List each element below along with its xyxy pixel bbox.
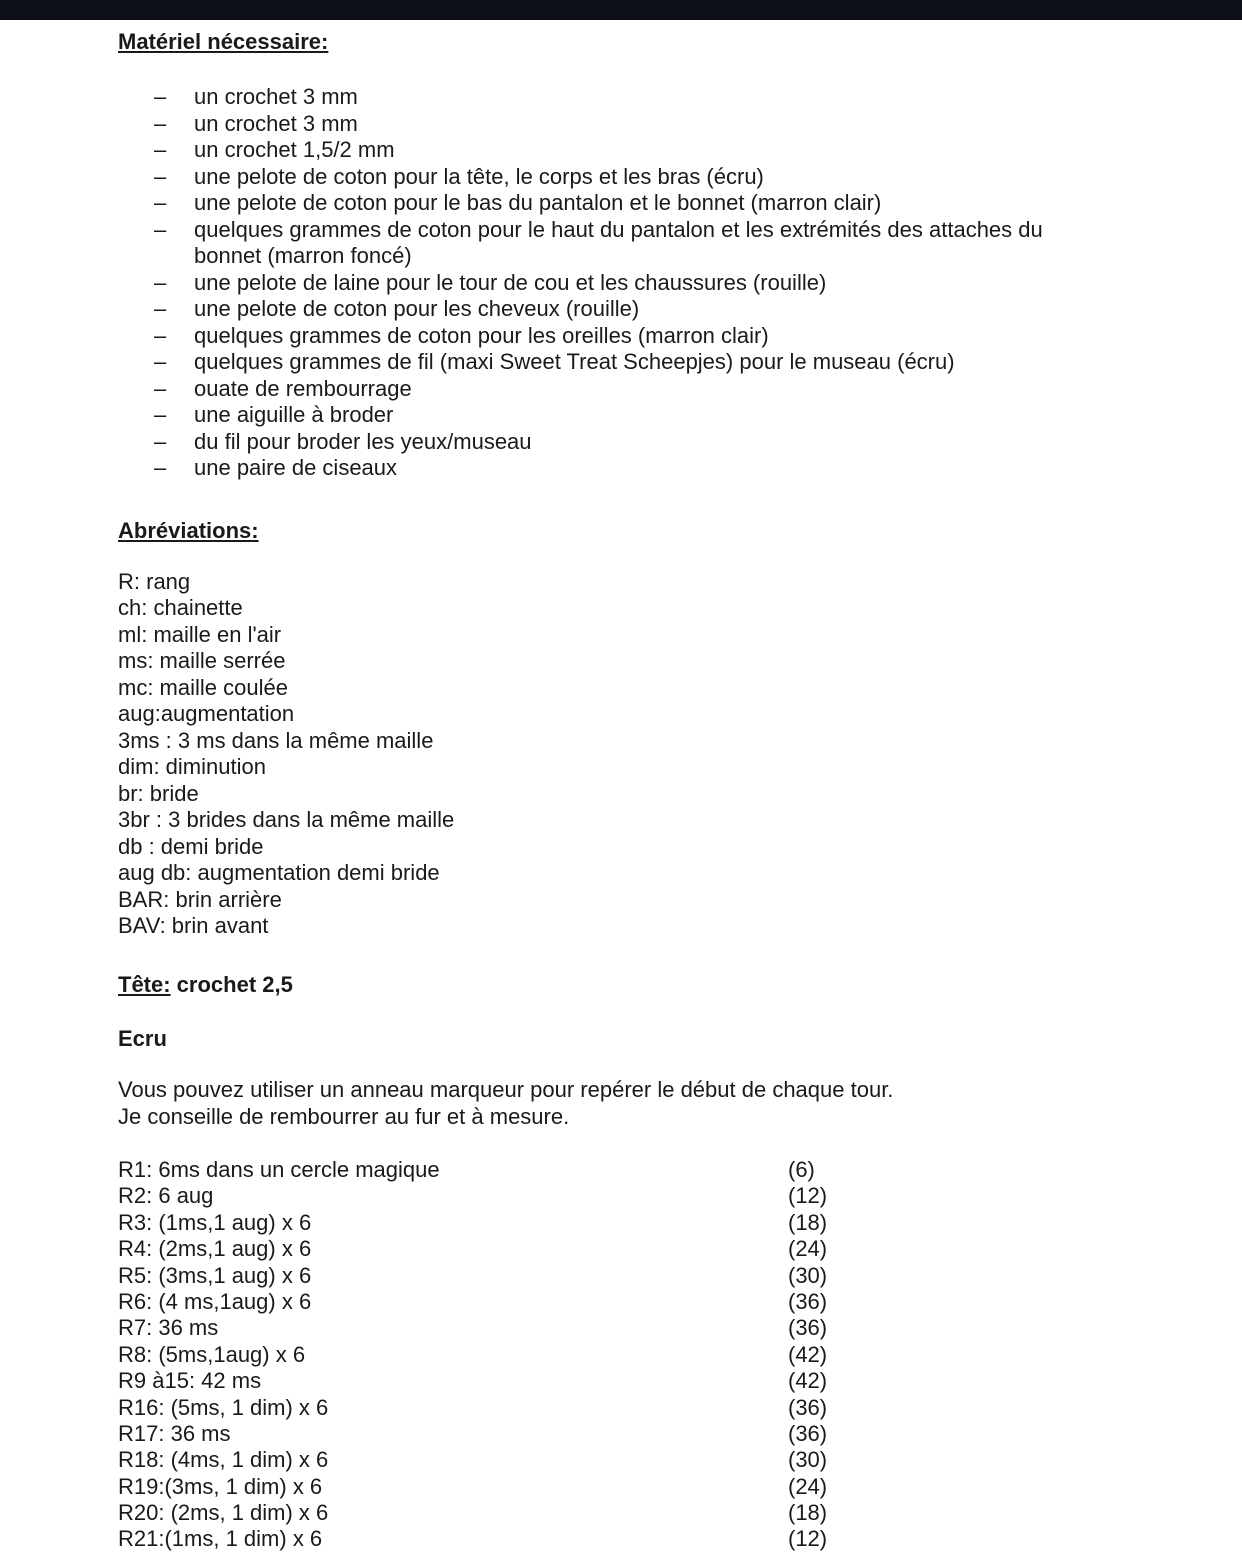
- materials-heading: [118, 28, 1218, 56]
- pattern-row: [118, 1210, 1218, 1236]
- row-instruction: R7: 36 ms: [118, 1315, 219, 1341]
- row-stitch-count: (30): [788, 1447, 828, 1473]
- row-stitch-count: (42): [788, 1341, 828, 1367]
- bullet-dash: –: [154, 163, 167, 189]
- material-text: une pelote de coton pour le bas du pantalon et le bonnet (marron clair): [194, 190, 882, 215]
- row-instruction: R9 à15: 42 ms: [118, 1368, 262, 1394]
- pattern-row: [118, 1263, 1218, 1289]
- abbreviation-item: R: rang: [118, 568, 191, 594]
- row-stitch-count: (12): [788, 1526, 828, 1552]
- abbreviation-item: BAR: brin arrière: [118, 886, 282, 912]
- material-item: [118, 190, 1114, 217]
- abbreviation-item: 3ms : 3 ms dans la même maille: [118, 727, 434, 753]
- document-page: [118, 28, 1218, 1553]
- top-bar: [0, 0, 1242, 20]
- pattern-row: [118, 1183, 1218, 1209]
- pattern-row: [118, 1526, 1218, 1552]
- head-heading-rest: crochet 2,5: [170, 971, 293, 997]
- row-stitch-count: (12): [788, 1183, 828, 1209]
- bullet-dash: –: [154, 190, 167, 215]
- bullet-dash: –: [154, 296, 167, 321]
- bullet-dash: –: [154, 269, 167, 295]
- material-item: [118, 323, 1114, 350]
- abbreviation-item: db : demi bride: [118, 833, 264, 859]
- materials-heading-text: Matériel nécessaire:: [118, 29, 329, 54]
- material-text: un crochet 1,5/2 mm: [194, 137, 395, 162]
- row-instruction: R21:(1ms, 1 dim) x 6: [118, 1526, 323, 1552]
- head-section: [118, 971, 1218, 1553]
- abbreviation-item: aug db: augmentation demi bride: [118, 860, 440, 885]
- material-item: [118, 296, 1114, 323]
- material-text: du fil pour broder les yeux/museau: [194, 428, 532, 454]
- row-stitch-count: (24): [788, 1473, 828, 1499]
- pattern-row: [118, 1289, 1218, 1315]
- material-item: [118, 376, 1114, 403]
- row-stitch-count: (36): [788, 1288, 828, 1314]
- abbreviation-item: ch: chainette: [118, 595, 243, 620]
- row-stitch-count: (36): [788, 1394, 828, 1420]
- material-text: une pelote de coton pour la tête, le corps et les bras (écru): [194, 163, 764, 189]
- bullet-dash: –: [154, 110, 167, 136]
- row-stitch-count: (36): [788, 1420, 828, 1446]
- material-text: une aiguille à broder: [194, 402, 394, 427]
- row-stitch-count: (18): [788, 1209, 828, 1235]
- row-instruction: R4: (2ms,1 aug) x 6: [118, 1236, 312, 1262]
- bullet-dash: –: [154, 455, 167, 480]
- bullet-dash: –: [154, 428, 167, 454]
- row-instruction: R1: 6ms dans un cercle magique: [118, 1157, 440, 1182]
- pattern-row: [118, 1500, 1218, 1526]
- bullet-dash: –: [154, 137, 167, 162]
- head-note: [118, 1077, 1218, 1130]
- bullet-dash: –: [154, 349, 167, 374]
- head-heading-label: Tête:: [118, 971, 171, 997]
- abbreviation-item: BAV: brin avant: [118, 913, 269, 938]
- material-item: [118, 349, 1114, 376]
- row-stitch-count: (30): [788, 1262, 828, 1288]
- material-item: [118, 217, 1114, 270]
- row-instruction: R8: (5ms,1aug) x 6: [118, 1341, 306, 1367]
- abbreviation-item: mc: maille coulée: [118, 674, 288, 700]
- material-item: [118, 137, 1114, 164]
- head-note-line: Je conseille de rembourrer au fur et à mesure.: [118, 1103, 570, 1129]
- bullet-dash: –: [154, 375, 167, 401]
- bullet-dash: –: [154, 84, 167, 109]
- pattern-row: [118, 1368, 1218, 1394]
- material-text: une pelote de coton pour les cheveux (rouille): [194, 296, 640, 321]
- material-item: [118, 111, 1114, 138]
- head-heading: [118, 971, 1218, 999]
- pattern-row: [118, 1421, 1218, 1447]
- abbreviation-item: aug:augmentation: [118, 701, 295, 726]
- row-instruction: R3: (1ms,1 aug) x 6: [118, 1209, 312, 1235]
- pattern-row: [118, 1395, 1218, 1421]
- head-note-line: Vous pouvez utiliser un anneau marqueur pour repérer le début de chaque tour.: [118, 1077, 894, 1102]
- row-instruction: R19:(3ms, 1 dim) x 6: [118, 1473, 323, 1499]
- row-stitch-count: (42): [788, 1368, 828, 1394]
- pattern-row: [118, 1447, 1218, 1473]
- material-item: [118, 164, 1114, 191]
- row-stitch-count: (6): [788, 1157, 815, 1182]
- pattern-row: [118, 1342, 1218, 1368]
- pattern-row: [118, 1236, 1218, 1262]
- row-stitch-count: (24): [788, 1236, 828, 1262]
- material-item: [118, 402, 1114, 429]
- row-instruction: R6: (4 ms,1aug) x 6: [118, 1288, 312, 1314]
- abbreviations-section: [118, 517, 1218, 940]
- material-text: quelques grammes de coton pour les oreilles (marron clair): [194, 322, 769, 348]
- head-color: Ecru: [118, 1025, 167, 1051]
- material-item: [118, 84, 1114, 111]
- abbreviation-item: ml: maille en l'air: [118, 621, 282, 647]
- row-instruction: R16: (5ms, 1 dim) x 6: [118, 1394, 329, 1420]
- abbreviation-item: dim: diminution: [118, 754, 266, 779]
- abbreviation-item: br: bride: [118, 780, 199, 806]
- abbreviations-list: [118, 569, 1218, 940]
- material-text: quelques grammes de coton pour le haut du pantalon et les extrémités des attaches du bonnet (marron foncé): [194, 216, 1043, 268]
- pattern-row: [118, 1315, 1218, 1341]
- row-stitch-count: (36): [788, 1315, 828, 1341]
- material-text: quelques grammes de fil (maxi Sweet Treat Scheepjes) pour le museau (écru): [194, 349, 955, 374]
- bullet-dash: –: [154, 402, 167, 427]
- bullet-dash: –: [154, 322, 167, 348]
- abbreviation-item: 3br : 3 brides dans la même maille: [118, 807, 455, 832]
- abbreviation-item: ms: maille serrée: [118, 648, 286, 673]
- abbreviations-heading-text: Abréviations:: [118, 517, 259, 543]
- material-item: [118, 429, 1114, 456]
- material-item: [118, 270, 1114, 297]
- row-instruction: R17: 36 ms: [118, 1420, 231, 1446]
- row-instruction: R2: 6 aug: [118, 1183, 214, 1209]
- material-text: une paire de ciseaux: [194, 455, 398, 480]
- material-text: un crochet 3 mm: [194, 110, 358, 136]
- row-stitch-count: (18): [788, 1500, 828, 1526]
- head-rows: [118, 1157, 1218, 1553]
- materials-list: [118, 84, 1218, 482]
- pattern-row: [118, 1474, 1218, 1500]
- row-instruction: R18: (4ms, 1 dim) x 6: [118, 1447, 329, 1473]
- bullet-dash: –: [154, 216, 167, 242]
- material-text: ouate de rembourrage: [194, 375, 412, 401]
- material-text: un crochet 3 mm: [194, 84, 358, 109]
- material-item: [118, 455, 1114, 482]
- abbreviations-heading: [118, 517, 1218, 545]
- row-instruction: R5: (3ms,1 aug) x 6: [118, 1262, 312, 1288]
- material-text: une pelote de laine pour le tour de cou et les chaussures (rouille): [194, 269, 827, 295]
- pattern-row: [118, 1157, 1218, 1183]
- row-instruction: R20: (2ms, 1 dim) x 6: [118, 1500, 329, 1526]
